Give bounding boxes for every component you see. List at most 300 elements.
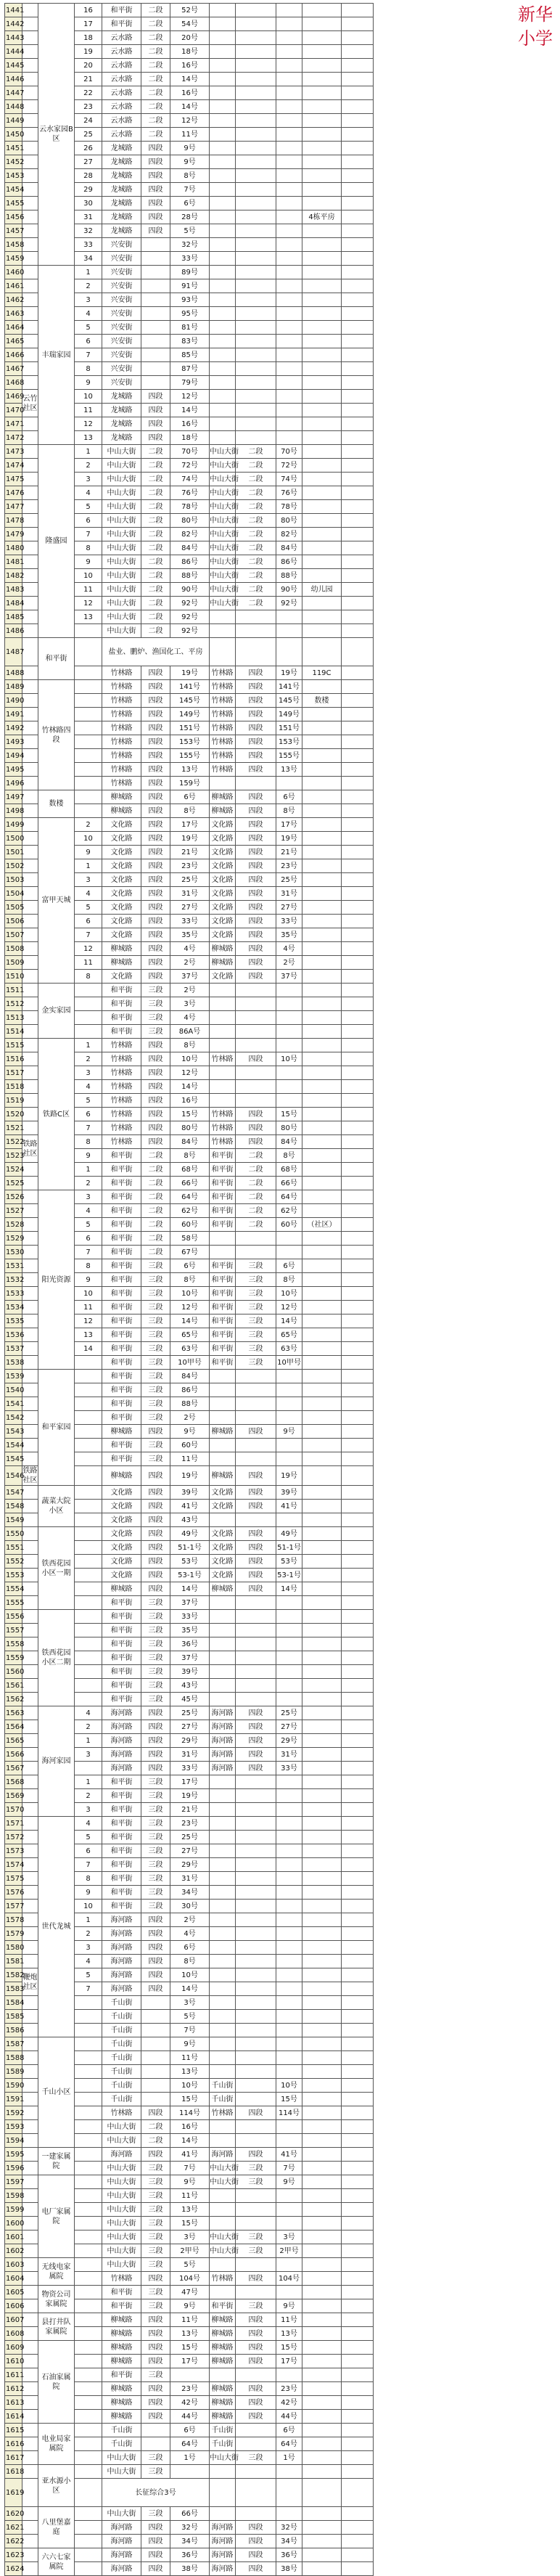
house-number: 3号 xyxy=(170,1996,210,2010)
street-name: 海河路 xyxy=(102,1927,141,1941)
extra xyxy=(342,2465,374,2479)
remark xyxy=(302,624,342,638)
row-number: 1565 xyxy=(5,1734,22,1748)
old-street-name: 竹林路 xyxy=(210,694,236,708)
old-house-number: 19号 xyxy=(276,832,302,846)
old-house-number xyxy=(276,2037,302,2051)
remark xyxy=(302,1555,342,1569)
building-number: 1 xyxy=(75,1775,102,1789)
street-section: 四段 xyxy=(141,1466,170,1486)
remark xyxy=(302,708,342,721)
table-row xyxy=(5,1569,556,1582)
old-street-section xyxy=(236,266,276,279)
row-number: 1486 xyxy=(5,624,22,638)
house-number: 9号 xyxy=(170,2299,210,2313)
extra xyxy=(342,1383,374,1397)
street-section: 四段 xyxy=(141,708,170,721)
old-house-number xyxy=(276,1066,302,1080)
row-number: 1525 xyxy=(5,1177,22,1190)
street-name: 和平街 xyxy=(102,1301,141,1314)
old-street-section xyxy=(236,1383,276,1397)
community-cell xyxy=(22,1748,38,1762)
row-number: 1464 xyxy=(5,321,22,335)
building-number: 1 xyxy=(75,1734,102,1748)
old-house-number: 23号 xyxy=(276,2382,302,2396)
community-cell xyxy=(22,2148,38,2162)
extra xyxy=(342,1486,374,1500)
old-house-number xyxy=(276,1651,302,1665)
old-street-section xyxy=(236,279,276,293)
old-street-section xyxy=(236,348,276,362)
building-number: 8 xyxy=(75,541,102,555)
old-street-section xyxy=(236,1858,276,1872)
street-section: 四段 xyxy=(141,155,170,169)
street-section: 四段 xyxy=(141,1555,170,1569)
complex-name: 亚水源小区 xyxy=(38,2465,75,2507)
remark xyxy=(302,1121,342,1135)
old-house-number: 31号 xyxy=(276,887,302,901)
old-street-section: 三段 xyxy=(236,2451,276,2465)
community-cell xyxy=(22,2479,38,2507)
extra xyxy=(342,1748,374,1762)
remark xyxy=(302,376,342,390)
street-name: 和平街 xyxy=(102,1886,141,1900)
street-section: 三段 xyxy=(141,1328,170,1342)
extra xyxy=(342,583,374,597)
extra xyxy=(342,1246,374,1259)
street-section: 三段 xyxy=(141,1356,170,1370)
community-cell xyxy=(22,335,38,348)
old-street-name xyxy=(210,2189,236,2203)
old-house-number xyxy=(276,638,302,666)
remark xyxy=(302,680,342,694)
remark xyxy=(302,2051,342,2065)
old-house-number: 53-1号 xyxy=(276,1569,302,1582)
house-number: 39号 xyxy=(170,1665,210,1679)
remark: 4栋平房 xyxy=(302,210,342,224)
community-cell xyxy=(22,1831,38,1844)
old-house-number: 15号 xyxy=(276,1108,302,1121)
community-cell xyxy=(22,638,38,666)
street-section: 四段 xyxy=(141,2313,170,2327)
old-house-number: 14号 xyxy=(276,1582,302,1596)
community-cell xyxy=(22,183,38,197)
house-number: 42号 xyxy=(170,2396,210,2410)
house-number: 31号 xyxy=(170,1748,210,1762)
house-number: 93号 xyxy=(170,293,210,307)
street-name: 柳城路 xyxy=(102,2355,141,2368)
community-name: 云竹社区 xyxy=(22,390,38,417)
old-street-name: 和平街 xyxy=(210,1356,236,1370)
table-row xyxy=(5,1370,556,1383)
building-number xyxy=(75,2451,102,2465)
community-cell xyxy=(22,1955,38,1968)
row-number: 1552 xyxy=(5,1555,22,1569)
extra xyxy=(342,2231,374,2244)
street-name: 中山大街 xyxy=(102,2451,141,2465)
old-house-number xyxy=(276,2051,302,2065)
row-number: 1516 xyxy=(5,1052,22,1066)
old-house-number: 17号 xyxy=(276,2355,302,2368)
old-street-name: 海河路 xyxy=(210,2535,236,2548)
community-cell xyxy=(22,2507,38,2521)
community-cell xyxy=(22,1803,38,1817)
house-number: 11号 xyxy=(170,2051,210,2065)
remark xyxy=(302,86,342,100)
street-name: 海河路 xyxy=(102,1913,141,1927)
old-street-name: 海河路 xyxy=(210,1734,236,1748)
remark xyxy=(302,2231,342,2244)
house-number: 20号 xyxy=(170,31,210,45)
remark xyxy=(302,887,342,901)
remark xyxy=(302,804,342,818)
old-street-section: 四段 xyxy=(236,1486,276,1500)
street-name: 文化路 xyxy=(102,901,141,915)
row-number: 1497 xyxy=(5,790,22,804)
old-street-name xyxy=(210,1693,236,1706)
street-name: 云水路 xyxy=(102,73,141,86)
old-house-number: 104号 xyxy=(276,2272,302,2286)
old-street-section: 四段 xyxy=(236,859,276,873)
row-number: 1569 xyxy=(5,1789,22,1803)
street-section: 二段 xyxy=(141,31,170,45)
remark xyxy=(302,1232,342,1246)
street-note: 长征综合3号 xyxy=(102,2479,210,2507)
street-section: 四段 xyxy=(141,1052,170,1066)
table-row xyxy=(5,804,556,818)
old-house-number xyxy=(276,1094,302,1108)
remark xyxy=(302,114,342,128)
old-house-number: 14号 xyxy=(276,1314,302,1328)
old-street-section: 四段 xyxy=(236,749,276,763)
old-street-name: 竹林路 xyxy=(210,721,236,735)
old-street-name: 中山大街 xyxy=(210,528,236,541)
street-section: 三段 xyxy=(141,1411,170,1425)
remark xyxy=(302,1858,342,1872)
table-row xyxy=(5,2051,556,2065)
house-number: 2号 xyxy=(170,1913,210,1927)
old-street-section xyxy=(236,1679,276,1693)
community-cell xyxy=(22,224,38,238)
old-house-number: 9号 xyxy=(276,2299,302,2313)
remark xyxy=(302,873,342,887)
building-number xyxy=(75,763,102,777)
community-cell xyxy=(22,31,38,45)
house-number: 74号 xyxy=(170,473,210,486)
house-number: 66号 xyxy=(170,2507,210,2521)
house-number: 8号 xyxy=(170,804,210,818)
old-street-name: 柳城路 xyxy=(210,2382,236,2396)
table-row xyxy=(5,31,556,45)
old-house-number xyxy=(276,45,302,59)
old-street-section: 三段 xyxy=(236,1342,276,1356)
row-number: 1545 xyxy=(5,1452,22,1466)
street-section: 四段 xyxy=(141,1108,170,1121)
remark xyxy=(302,321,342,335)
house-number: 35号 xyxy=(170,1624,210,1637)
extra xyxy=(342,956,374,970)
table-row xyxy=(5,832,556,846)
old-house-number: 19号 xyxy=(276,666,302,680)
row-number: 1624 xyxy=(5,2562,22,2576)
building-number xyxy=(75,1383,102,1397)
old-street-section: 四段 xyxy=(236,1582,276,1596)
building-number: 2 xyxy=(75,279,102,293)
community-cell xyxy=(22,2299,38,2313)
community-cell xyxy=(22,279,38,293)
extra xyxy=(342,2051,374,2065)
building-number: 10 xyxy=(75,1900,102,1913)
street-name: 云水路 xyxy=(102,31,141,45)
community-cell xyxy=(22,2562,38,2576)
street-section: 四段 xyxy=(141,1486,170,1500)
row-number: 1535 xyxy=(5,1314,22,1328)
old-street-section xyxy=(236,1624,276,1637)
house-number: 2号 xyxy=(170,1411,210,1425)
house-number: 13号 xyxy=(170,763,210,777)
old-street-name xyxy=(210,252,236,266)
extra xyxy=(342,307,374,321)
row-number: 1512 xyxy=(5,997,22,1011)
row-number: 1532 xyxy=(5,1273,22,1287)
building-number: 5 xyxy=(75,1218,102,1232)
table-row xyxy=(5,307,556,321)
remark xyxy=(302,2507,342,2521)
old-street-section: 四段 xyxy=(236,2562,276,2576)
old-house-number xyxy=(276,1452,302,1466)
community-cell xyxy=(22,500,38,514)
row-number: 1618 xyxy=(5,2465,22,2479)
building-number: 19 xyxy=(75,45,102,59)
community-cell xyxy=(22,610,38,624)
stamp-line-1: 新华 xyxy=(518,4,553,25)
street-name: 中山大街 xyxy=(102,2120,141,2134)
street-section: 二段 xyxy=(141,486,170,500)
row-number: 1612 xyxy=(5,2382,22,2396)
street-section xyxy=(141,2010,170,2024)
old-street-name: 柳城路 xyxy=(210,2355,236,2368)
remark xyxy=(302,1108,342,1121)
house-number: 16号 xyxy=(170,1094,210,1108)
row-number: 1477 xyxy=(5,500,22,514)
row-number: 1475 xyxy=(5,473,22,486)
table-row xyxy=(5,417,556,431)
row-number: 1451 xyxy=(5,142,22,155)
old-house-number xyxy=(276,1775,302,1789)
street-section: 四段 xyxy=(141,2562,170,2576)
old-street-section: 四段 xyxy=(236,1706,276,1720)
street-section: 二段 xyxy=(141,514,170,528)
extra xyxy=(342,1080,374,1094)
building-number: 2 xyxy=(75,1177,102,1190)
row-number: 1526 xyxy=(5,1190,22,1204)
street-name: 文化路 xyxy=(102,915,141,928)
old-street-section: 四段 xyxy=(236,1052,276,1066)
old-street-name: 海河路 xyxy=(210,1720,236,1734)
extra xyxy=(342,45,374,59)
row-number: 1587 xyxy=(5,2037,22,2051)
street-name: 和平街 xyxy=(102,1624,141,1637)
street-section: 三段 xyxy=(141,997,170,1011)
row-number: 1489 xyxy=(5,680,22,694)
house-number: 12号 xyxy=(170,114,210,128)
old-house-number: 51-1号 xyxy=(276,1541,302,1555)
community-cell xyxy=(22,597,38,610)
house-number: 4号 xyxy=(170,1011,210,1025)
table-row xyxy=(5,390,556,404)
street-name: 和平街 xyxy=(102,1314,141,1328)
community-cell xyxy=(22,2162,38,2175)
table-row xyxy=(5,1706,556,1720)
table-row xyxy=(5,1052,556,1066)
old-street-section: 二段 xyxy=(236,1163,276,1177)
old-street-section: 四段 xyxy=(236,2341,276,2355)
community-cell xyxy=(22,1886,38,1900)
community-cell xyxy=(22,1246,38,1259)
extra xyxy=(342,555,374,569)
building-number: 6 xyxy=(75,335,102,348)
community-cell xyxy=(22,1011,38,1025)
old-street-name xyxy=(210,183,236,197)
street-section: 二段 xyxy=(141,1246,170,1259)
old-street-name xyxy=(210,2120,236,2134)
community-cell xyxy=(22,2065,38,2079)
old-street-name: 柳城路 xyxy=(210,1582,236,1596)
building-number: 4 xyxy=(75,1204,102,1218)
remark xyxy=(302,749,342,763)
street-name: 兴安街 xyxy=(102,376,141,390)
old-street-section: 四段 xyxy=(236,832,276,846)
building-number: 28 xyxy=(75,169,102,183)
row-number: 1547 xyxy=(5,1486,22,1500)
row-number: 1469 xyxy=(5,390,22,404)
street-section: 四段 xyxy=(141,1513,170,1527)
house-number: 81号 xyxy=(170,321,210,335)
community-cell xyxy=(22,486,38,500)
street-section: 四段 xyxy=(141,2106,170,2120)
community-cell xyxy=(22,1927,38,1941)
community-cell xyxy=(22,555,38,569)
old-house-number: 8号 xyxy=(276,1149,302,1163)
community-cell xyxy=(22,970,38,984)
old-house-number xyxy=(276,86,302,100)
table-row xyxy=(5,1066,556,1080)
remark xyxy=(302,1163,342,1177)
extra xyxy=(342,2258,374,2272)
building-number: 11 xyxy=(75,404,102,417)
extra xyxy=(342,2203,374,2217)
row-number: 1556 xyxy=(5,1610,22,1624)
street-section xyxy=(141,335,170,348)
remark: 数楼 xyxy=(302,694,342,708)
row-number: 1446 xyxy=(5,73,22,86)
extra xyxy=(342,708,374,721)
old-street-name: 和平街 xyxy=(210,1177,236,1190)
street-section: 四段 xyxy=(141,1582,170,1596)
row-number: 1503 xyxy=(5,873,22,887)
old-street-section: 四段 xyxy=(236,1108,276,1121)
row-number: 1558 xyxy=(5,1637,22,1651)
table-row xyxy=(5,2024,556,2037)
table-row xyxy=(5,1541,556,1555)
old-street-name xyxy=(210,307,236,321)
building-number: 2 xyxy=(75,1720,102,1734)
old-street-section: 三段 xyxy=(236,2175,276,2189)
community-cell xyxy=(22,997,38,1011)
old-street-name xyxy=(210,1651,236,1665)
row-number: 1594 xyxy=(5,2134,22,2148)
extra xyxy=(342,1706,374,1720)
house-number: 53号 xyxy=(170,1555,210,1569)
old-street-section xyxy=(236,1982,276,1996)
row-number: 1595 xyxy=(5,2148,22,2162)
community-cell xyxy=(22,901,38,915)
remark xyxy=(302,2313,342,2327)
street-section: 二段 xyxy=(141,610,170,624)
building-number xyxy=(75,2410,102,2424)
old-street-section: 四段 xyxy=(236,1541,276,1555)
row-number: 1537 xyxy=(5,1342,22,1356)
remark xyxy=(302,1968,342,1982)
remark xyxy=(302,500,342,514)
old-house-number: 76号 xyxy=(276,486,302,500)
street-name: 千山街 xyxy=(102,2010,141,2024)
street-section: 四段 xyxy=(141,1955,170,1968)
remark xyxy=(302,238,342,252)
extra xyxy=(342,1596,374,1610)
table-row xyxy=(5,1204,556,1218)
old-house-number: 32号 xyxy=(276,2521,302,2535)
remark xyxy=(302,1135,342,1149)
remark xyxy=(302,2258,342,2272)
row-number: 1514 xyxy=(5,1025,22,1039)
building-number xyxy=(75,2355,102,2368)
old-house-number: 8号 xyxy=(276,1273,302,1287)
street-section: 四段 xyxy=(141,915,170,928)
table-row xyxy=(5,901,556,915)
old-house-number xyxy=(276,224,302,238)
street-section xyxy=(141,266,170,279)
old-street-name: 中山大街 xyxy=(210,2244,236,2258)
house-number: 27号 xyxy=(170,1844,210,1858)
building-number: 7 xyxy=(75,528,102,541)
building-number: 23 xyxy=(75,100,102,114)
house-number: 10号 xyxy=(170,1968,210,1982)
street-section: 三段 xyxy=(141,1596,170,1610)
old-house-number: 2号 xyxy=(276,956,302,970)
community-cell xyxy=(22,86,38,100)
table-row xyxy=(5,2382,556,2396)
building-number: 4 xyxy=(75,1817,102,1831)
remark xyxy=(302,1356,342,1370)
community-cell xyxy=(22,238,38,252)
street-name: 中山大街 xyxy=(102,514,141,528)
row-number: 1494 xyxy=(5,749,22,763)
community-cell xyxy=(22,873,38,887)
building-number xyxy=(75,2148,102,2162)
extra xyxy=(342,1955,374,1968)
old-street-name: 文化路 xyxy=(210,818,236,832)
old-street-section xyxy=(236,1452,276,1466)
house-number: 64号 xyxy=(170,2437,210,2451)
old-street-section: 四段 xyxy=(236,680,276,694)
old-street-name: 中山大街 xyxy=(210,473,236,486)
house-number: 90号 xyxy=(170,583,210,597)
remark xyxy=(302,473,342,486)
street-section: 三段 xyxy=(141,1844,170,1858)
old-house-number xyxy=(276,362,302,376)
street-name: 中山大街 xyxy=(102,2189,141,2203)
